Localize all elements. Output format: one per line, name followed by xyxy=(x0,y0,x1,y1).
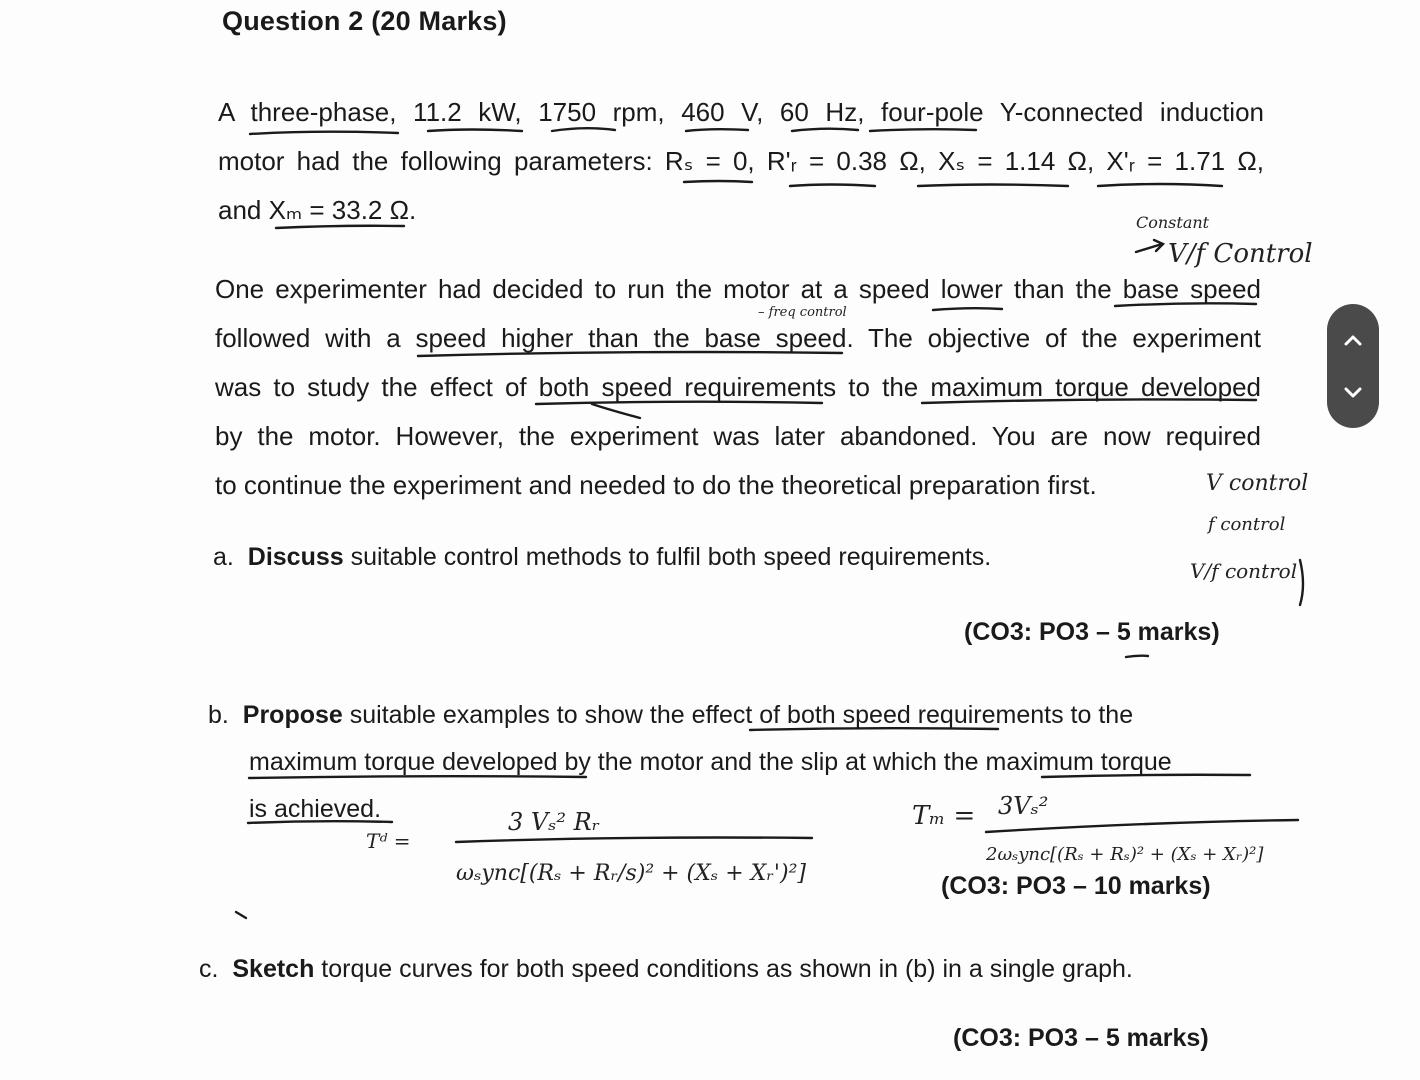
arrow-stroke xyxy=(1136,244,1162,252)
part-c-verb: Sketch xyxy=(232,955,315,983)
formula-left-lhs: Tᵈ = xyxy=(366,829,411,853)
formula-right-numerator: 3Vₛ² xyxy=(998,792,1049,820)
formula-right-denominator: 2ωₛync[(Rₛ + Rₛ)² + (Xₛ + Xᵣ)²] xyxy=(986,844,1264,865)
part-a-marks: (CO3: PO3 – 5 marks) xyxy=(964,618,1220,646)
part-b-verb: Propose xyxy=(242,701,343,729)
part-b xyxy=(208,692,1172,833)
intro-line-1: A three-phase, 11.2 kW, 1750 rpm, 460 V, 60 Hz, four-pole Y-connected induction xyxy=(218,97,1264,127)
part-a-text: suitable control methods to fulfil both speed requirements. xyxy=(343,543,992,571)
part-a xyxy=(213,534,991,581)
previous-page-button[interactable] xyxy=(1333,317,1373,363)
part-b-text-1: suitable examples to show the effect of both speed requirements to the xyxy=(342,701,1134,729)
scenario-line-2: followed with a speed higher than the base speed. The objective of the experiment xyxy=(215,323,1261,353)
part-b-text-2: maximum torque developed by the motor and the slip at which the maximum torque xyxy=(249,748,1172,776)
underline-5 xyxy=(1126,656,1148,657)
next-page-button[interactable] xyxy=(1333,369,1373,415)
formula-left-numerator: 3 Vₛ² Rᵣ xyxy=(508,808,600,836)
part-a-letter: a. xyxy=(213,543,234,571)
part-c-letter: c. xyxy=(199,955,219,983)
note-vf-control: V/f Control xyxy=(1168,239,1313,269)
part-b-marks: (CO3: PO3 – 10 marks) xyxy=(941,872,1211,900)
tick-mark xyxy=(236,912,246,918)
part-c-text: torque curves for both speed conditions as shown in (b) in a single graph. xyxy=(314,955,1133,983)
intro-line-3: and Xₘ = 33.2 Ω. xyxy=(218,195,417,225)
scenario-line-4: by the motor. However, the experiment was later abandoned. You are now required xyxy=(215,421,1261,451)
scenario-line-3: was to study the effect of both speed requirements to the maximum torque developed xyxy=(215,372,1261,402)
page-nav-control xyxy=(1327,304,1379,428)
part-a-verb: Discuss xyxy=(247,543,344,571)
part-b-letter: b. xyxy=(208,701,229,729)
note-f-control: f control xyxy=(1208,514,1286,535)
formula-right-lhs: Tₘ = xyxy=(912,801,976,831)
question-intro xyxy=(218,88,1264,235)
note-v-control: V control xyxy=(1206,471,1309,496)
note-constant: Constant xyxy=(1136,213,1210,232)
question-scenario xyxy=(215,265,1261,510)
chevron-down-icon xyxy=(1341,380,1365,404)
part-c-marks: (CO3: PO3 – 5 marks) xyxy=(953,1024,1209,1052)
arrow-head xyxy=(1154,240,1163,251)
scenario-line-1: One experimenter had decided to run the motor at a speed lower than the base speed xyxy=(215,274,1261,304)
scenario-line-5: to continue the experiment and needed to do the theoretical preparation first. xyxy=(215,470,1097,500)
note-freq-control: – freq control xyxy=(758,305,847,320)
fraction-bar-left xyxy=(456,838,812,843)
intro-line-2: motor had the following parameters: Rₛ = 0, R'ᵣ = 0.38 Ω, Xₛ = 1.14 Ω, X'ᵣ = 1.71 Ω, xyxy=(218,146,1264,176)
chevron-up-icon xyxy=(1341,328,1365,352)
note-vf-control-2: V/f control xyxy=(1190,559,1298,583)
question-heading: Question 2 (20 Marks) xyxy=(222,6,507,36)
bracket-notes xyxy=(1300,560,1303,605)
part-b-text-3: is achieved. xyxy=(249,795,382,823)
part-c xyxy=(199,946,1133,993)
formula-left-denominator: ωₛync[(Rₛ + Rᵣ/s)² + (Xₛ + Xᵣ')²] xyxy=(456,861,806,886)
